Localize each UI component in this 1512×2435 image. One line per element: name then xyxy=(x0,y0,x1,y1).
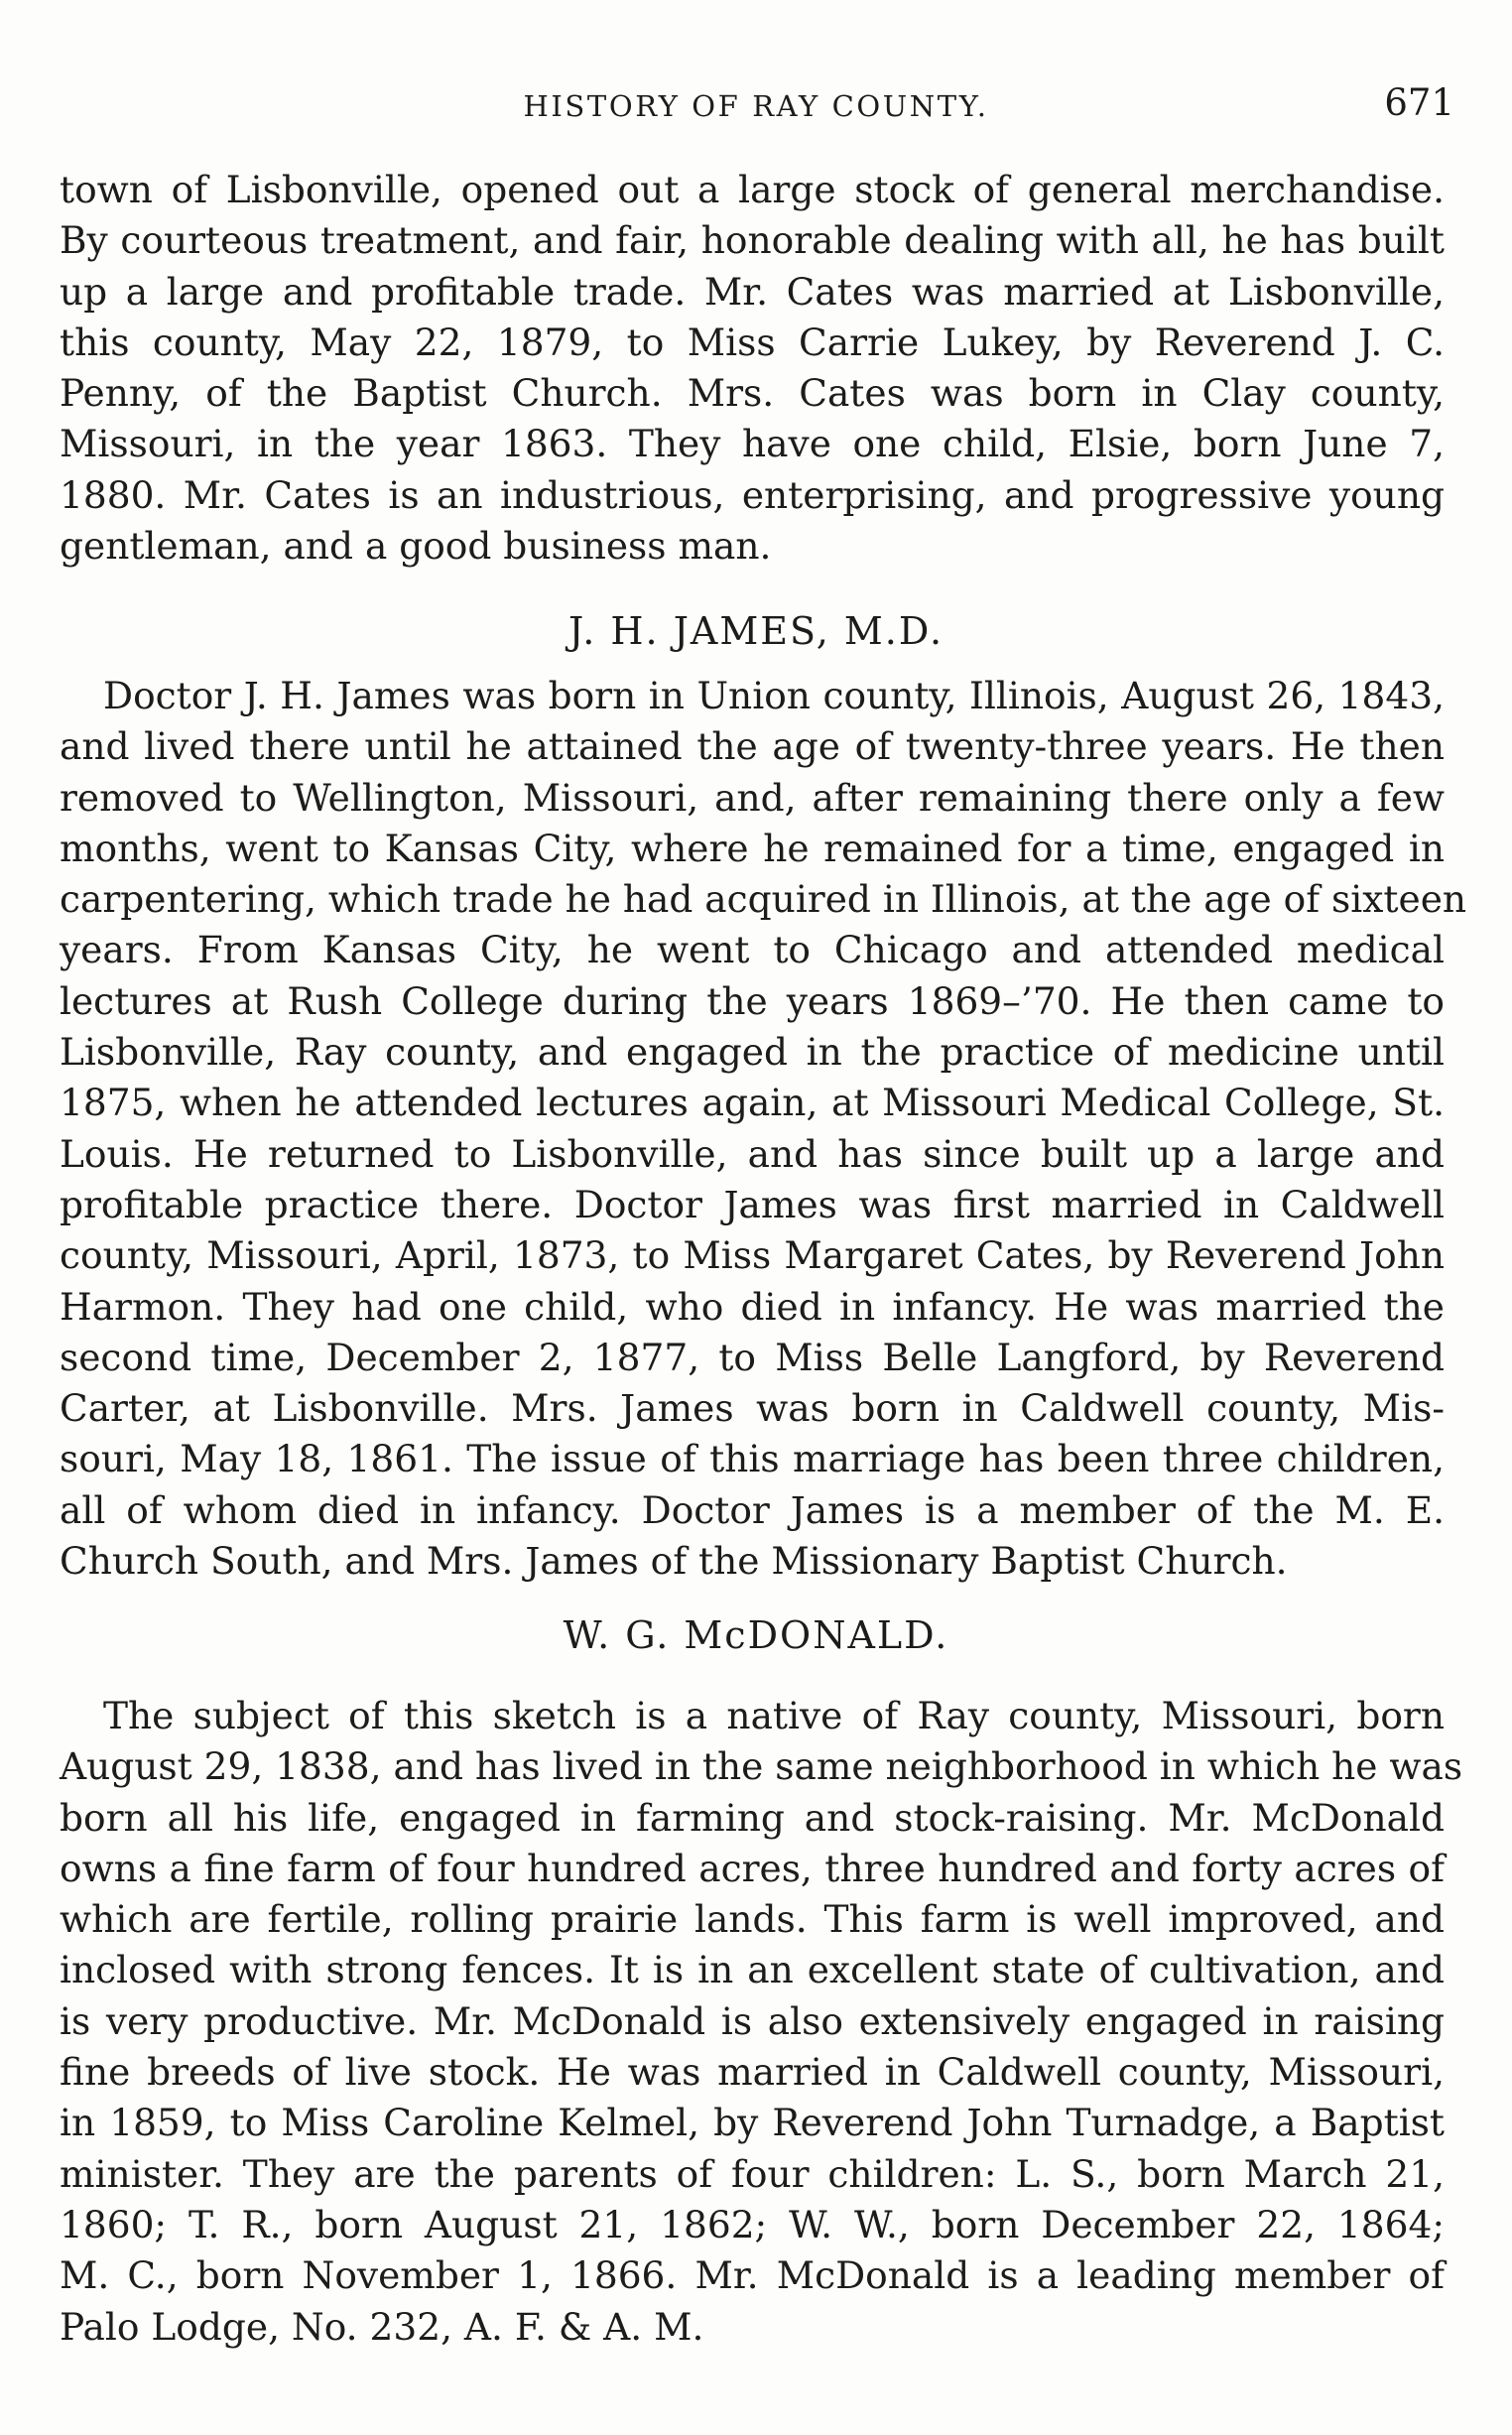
paragraph-line: Missouri, in the year 1863. They have one child, Elsie, born June 7, xyxy=(60,422,1445,466)
paragraph-line: Doctor J. H. James was born in Union county, Illinois, August 26, 1843, xyxy=(103,674,1445,717)
paragraph-line: county, Missouri, April, 1873, to Miss Margaret Cates, by Reverend John xyxy=(60,1233,1445,1278)
paragraph-line: The subject of this sketch is a native of Ray county, Missouri, born xyxy=(103,1694,1445,1737)
paragraph-line: this county, May 22, 1879, to Miss Carrie Lukey, by Reverend J. C. xyxy=(60,320,1445,364)
paragraph-line: years. From Kansas City, he went to Chicago and attended medical xyxy=(60,928,1445,972)
paragraph-line: inclosed with strong fences. It is in an excellent state of cultivation, and xyxy=(60,1948,1445,1992)
paragraph-line: lectures at Rush College during the years 1869–’70. He then came to xyxy=(60,978,1445,1023)
paragraph-line: Penny, of the Baptist Church. Mrs. Cates was born in Clay county, xyxy=(60,371,1445,416)
cates-paragraph xyxy=(60,165,1445,572)
mcdonald-paragraph xyxy=(60,1691,1463,2353)
paragraph-line: August 29, 1838, and has lived in the same neighborhood in which he was xyxy=(60,1744,1463,1789)
paragraph-line: minister. They are the parents of four children: L. S., born March 21, xyxy=(60,2151,1445,2196)
paragraph-line: 1875, when he attended lectures again, at Missouri Medical College, St. xyxy=(60,1081,1445,1125)
paragraph-line: Lisbonville, Ray county, and engaged in the practice of medicine until xyxy=(60,1030,1445,1075)
paragraph-line: owns a fine farm of four hundred acres, three hundred and forty acres of xyxy=(60,1846,1445,1890)
paragraph-line: town of Lisbonville, opened out a large stock of general merchandise. xyxy=(60,168,1445,211)
running-title: HISTORY OF RAY COUNTY. xyxy=(523,89,989,123)
paragraph-line: 1860; T. R., born August 21, 1862; W. W., born December 22, 1864; xyxy=(60,2202,1445,2246)
paragraph-line: and lived there until he attained the age of twenty-three years. He then xyxy=(60,724,1445,769)
paragraph-line: Louis. He returned to Lisbonville, and has since built up a large and xyxy=(60,1131,1445,1176)
paragraph-line: second time, December 2, 1877, to Miss Belle Langford, by Reverend xyxy=(60,1335,1445,1379)
paragraph-line: souri, May 18, 1861. The issue of this marriage has been three children, xyxy=(60,1437,1445,1481)
section-heading-mcdonald: W. G. McDONALD. xyxy=(563,1613,949,1657)
section-heading-james: J. H. JAMES, M.D. xyxy=(567,609,945,653)
page-header xyxy=(0,81,1512,131)
paragraph-line: 1880. Mr. Cates is an industrious, enterprising, and progressive young xyxy=(60,472,1445,517)
james-paragraph xyxy=(60,671,1467,1587)
paragraph-line: Carter, at Lisbonville. Mrs. James was born in Caldwell county, Mis- xyxy=(60,1386,1445,1431)
paragraph-line: By courteous treatment, and fair, honorable dealing with all, he has built xyxy=(60,218,1445,263)
paragraph-line: born all his life, engaged in farming and stock-raising. Mr. McDonald xyxy=(60,1795,1445,1840)
paragraph-line: months, went to Kansas City, where he remained for a time, engaged in xyxy=(60,826,1445,870)
paragraph-line: Palo Lodge, No. 232, A. F. & A. M. xyxy=(60,2304,704,2349)
paragraph-line: in 1859, to Miss Caroline Kelmel, by Reverend John Turnadge, a Baptist xyxy=(60,2101,1445,2145)
page-number: 671 xyxy=(1384,81,1454,124)
paragraph-line: carpentering, which trade he had acquired in Illinois, at the age of sixteen xyxy=(60,877,1467,922)
paragraph-line: all of whom died in infancy. Doctor James is a member of the M. E. xyxy=(60,1487,1445,1532)
paragraph-line: is very productive. Mr. McDonald is also extensively engaged in raising xyxy=(60,1998,1445,2043)
paragraph-line: up a large and profitable trade. Mr. Cates was married at Lisbonville, xyxy=(60,269,1445,314)
paragraph-line: Church South, and Mrs. James of the Missionary Baptist Church. xyxy=(60,1539,1288,1584)
paragraph-line: which are fertile, rolling prairie lands. This farm is well improved, and xyxy=(60,1897,1445,1942)
paragraph-line: M. C., born November 1, 1866. Mr. McDonald is a leading member of xyxy=(60,2253,1445,2298)
paragraph-line: removed to Wellington, Missouri, and, after remaining there only a few xyxy=(60,775,1445,820)
paragraph-line: profitable practice there. Doctor James was first married in Caldwell xyxy=(60,1182,1445,1226)
paragraph-line: fine breeds of live stock. He was married in Caldwell county, Missouri, xyxy=(60,2050,1445,2095)
paragraph-line: Harmon. They had one child, who died in infancy. He was married the xyxy=(60,1284,1445,1329)
paragraph-line: gentleman, and a good business man. xyxy=(60,524,772,569)
